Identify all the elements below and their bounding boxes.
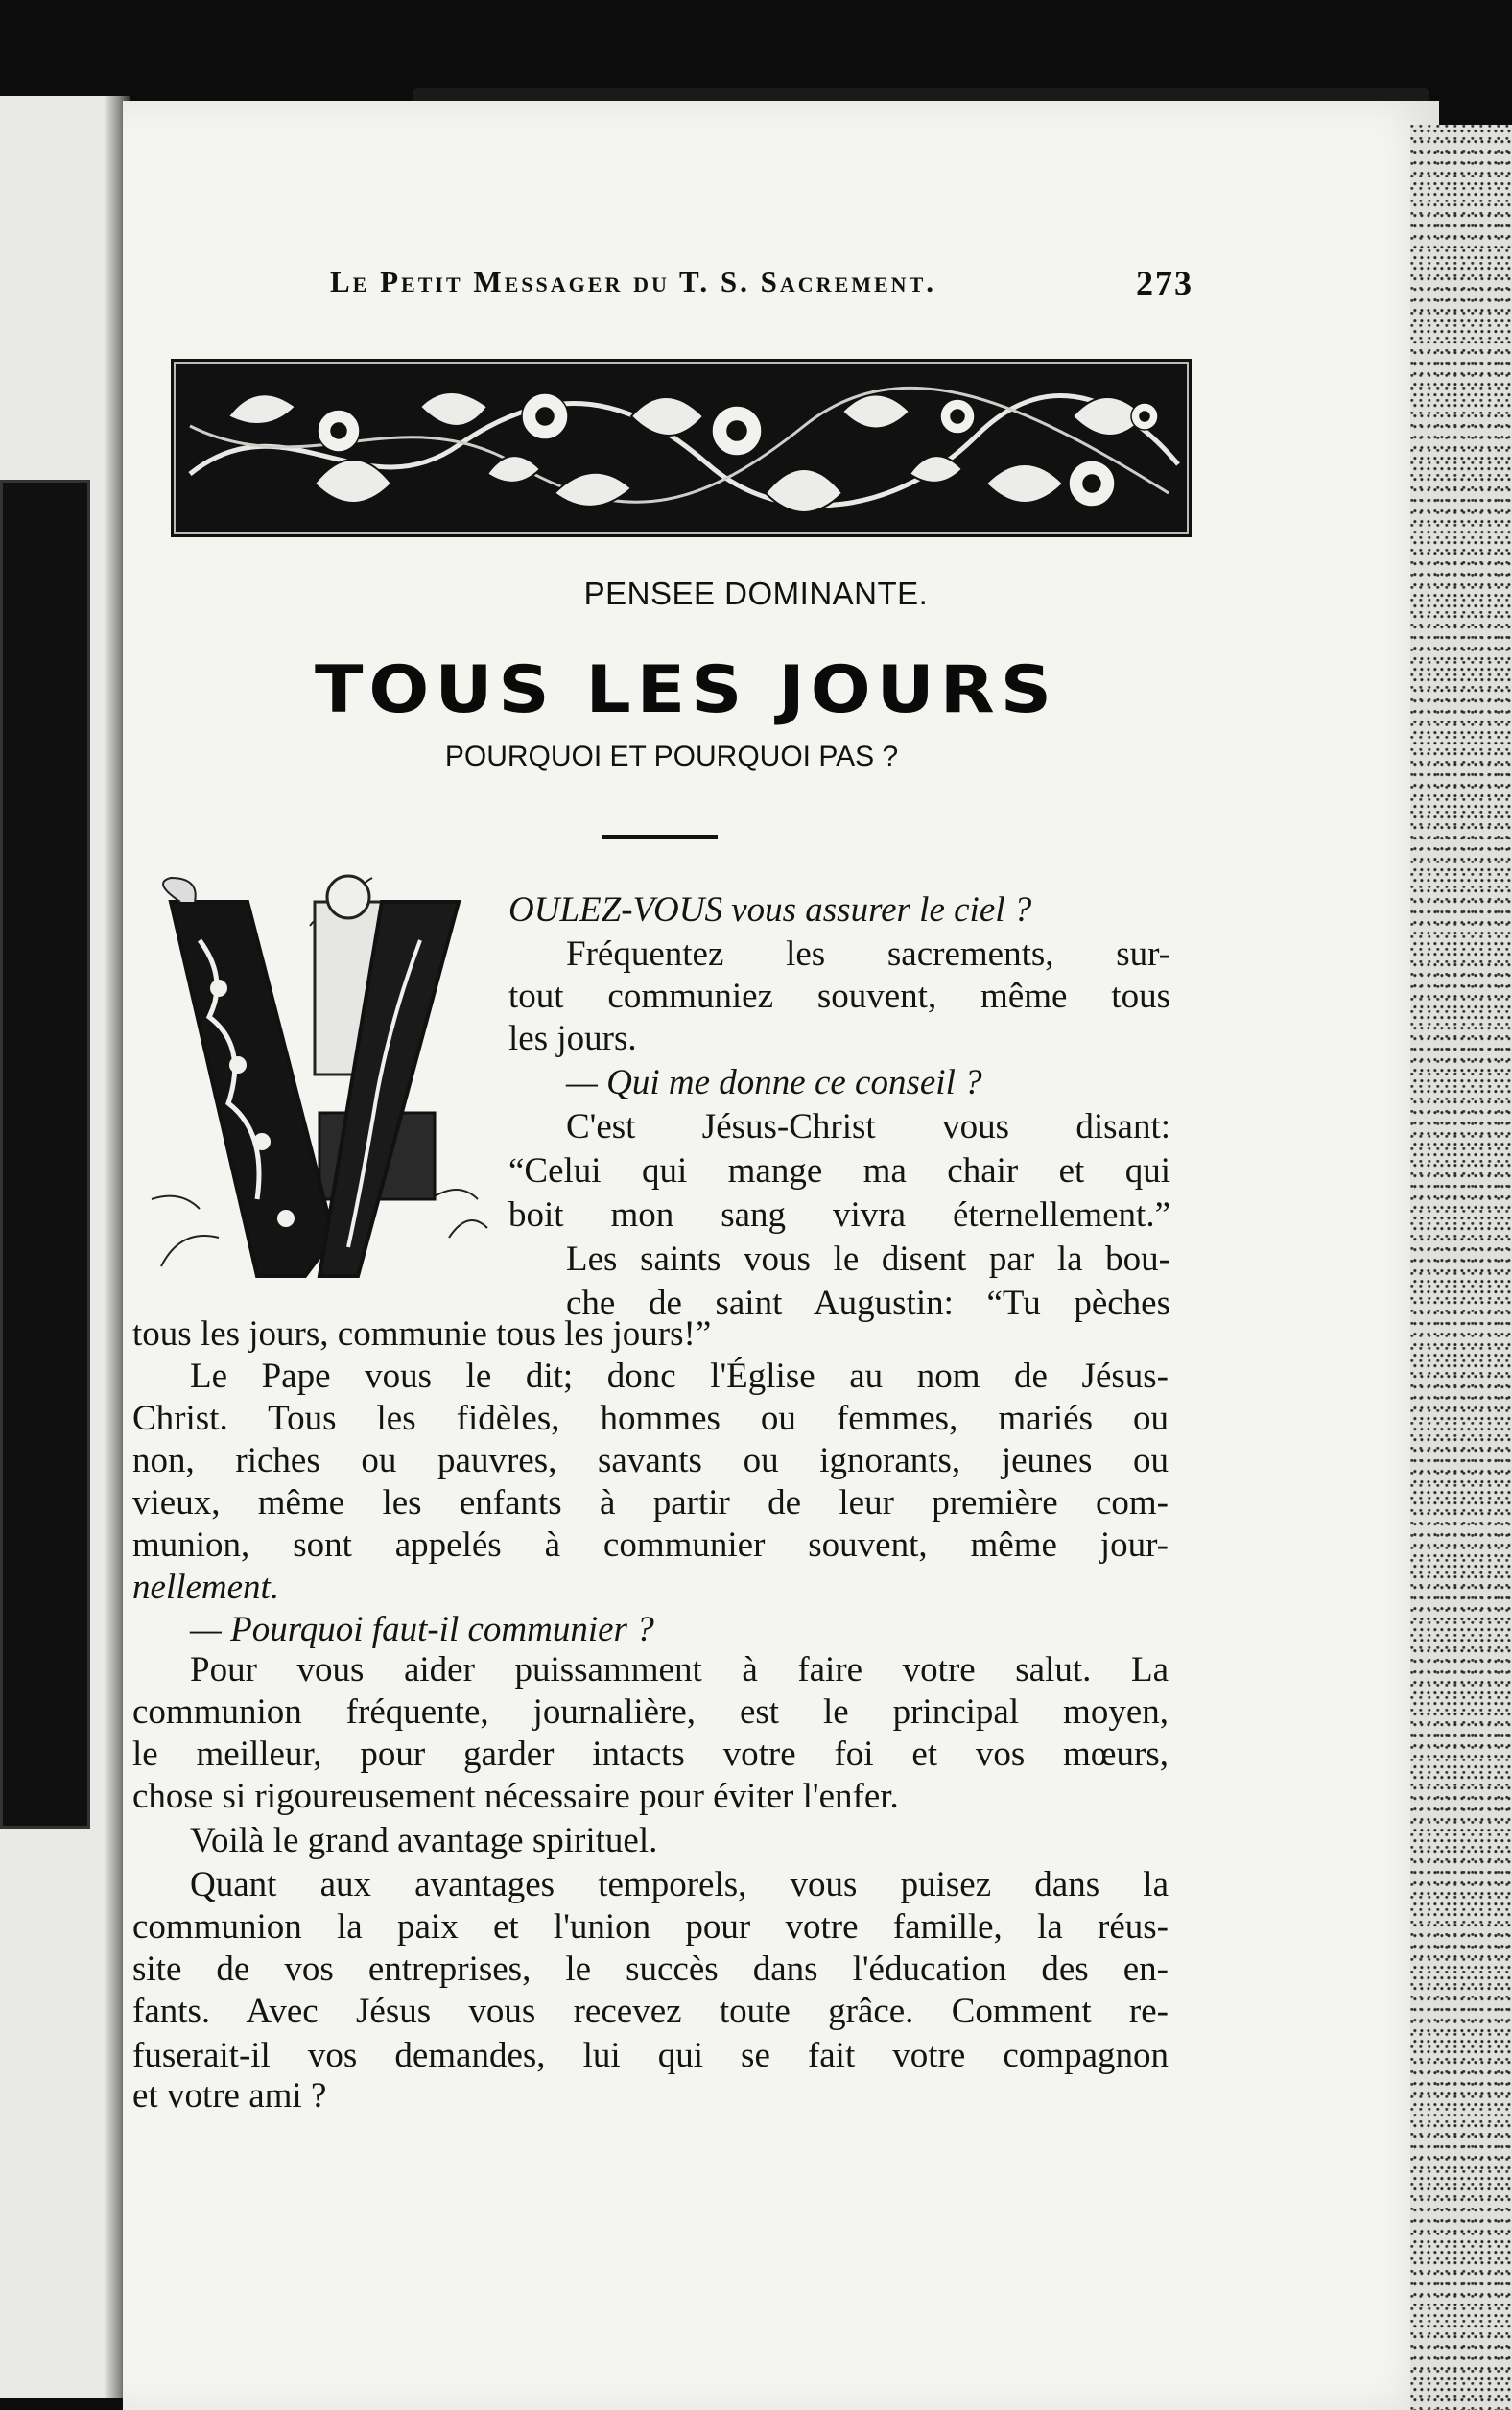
- text-line-15: vieux, même les enfants à partir de leur première com-: [132, 1483, 1169, 1523]
- text-line-27: fants. Avec Jésus vous recevez toute grâce. Comment re-: [132, 1992, 1169, 2031]
- text-line-12: Le Pape vous le dit; donc l'Église au nom de Jésus-: [190, 1357, 1169, 1396]
- article-kicker: PENSEE DOMINANTE.: [583, 576, 929, 611]
- text-line-22: chose si rigoureusement nécessaire pour éviter l'enfer.: [132, 1777, 899, 1816]
- text-line-16: munion, sont appelés à communier souvent, même jour-: [132, 1525, 1169, 1565]
- text-line-10: che de saint Augustin: “Tu pèches: [566, 1284, 1170, 1323]
- text-line-8: boit mon sang vivra éternellement.”: [508, 1195, 1170, 1235]
- text-line-9: Les saints vous le disent par la bou-: [566, 1240, 1170, 1279]
- text-line-26: site de vos entreprises, le succès dans l'éducation des en-: [132, 1949, 1169, 1989]
- text-line-1: OULEZ-VOUS vous assurer le ciel ?: [508, 890, 1032, 930]
- svg-text:V: V: [142, 873, 143, 874]
- text-line-25: communion la paix et l'union pour votre famille, la réus-: [132, 1907, 1169, 1947]
- running-title: Le Petit Messager du T. S. Sacrement.: [330, 265, 936, 298]
- text-line-11: tous les jours, communie tous les jours!”: [132, 1314, 712, 1354]
- text-line-7: “Celui qui mange ma chair et qui: [508, 1151, 1170, 1191]
- text-line-21: le meilleur, pour garder intacts votre foi et vos mœurs,: [132, 1735, 1169, 1774]
- text-line-14: non, riches ou pauvres, savants ou ignorants, jeunes ou: [132, 1441, 1169, 1480]
- illuminated-dropcap: [142, 873, 489, 1286]
- page-number: 273: [1136, 264, 1193, 302]
- text-line-18: — Pourquoi faut-il communier ?: [190, 1610, 654, 1649]
- text-line-13: Christ. Tous les fidèles, hommes ou femmes, mariés ou: [132, 1399, 1169, 1438]
- text-line-19: Pour vous aider puissamment à faire votre salut. La: [190, 1650, 1169, 1689]
- text-line-24: Quant aux avantages temporels, vous puisez dans la: [190, 1865, 1169, 1904]
- floral-ornament-band: [171, 359, 1192, 537]
- title-rule: [602, 835, 718, 839]
- text-line-23: Voilà le grand avantage spirituel.: [190, 1821, 658, 1860]
- text-line-2: Fréquentez les sacrements, sur-: [566, 934, 1170, 974]
- text-line-28: fuserait-il vos demandes, lui qui se fait votre compagnon: [132, 2036, 1169, 2075]
- running-header: [330, 265, 1289, 313]
- text-line-29: et votre ami ?: [132, 2076, 327, 2115]
- article-title: TOUS LES JOURS: [314, 651, 1058, 728]
- page-stack-edge: [1410, 125, 1512, 2410]
- article-subtitle: POURQUOI ET POURQUOI PAS ?: [444, 741, 899, 772]
- text-line-3: tout communiez souvent, même tous: [508, 977, 1170, 1016]
- text-line-20: communion fréquente, journalière, est le principal moyen,: [132, 1692, 1169, 1732]
- text-line-6: C'est Jésus-Christ vous disant:: [566, 1107, 1170, 1146]
- text-line-5: — Qui me donne ce conseil ?: [566, 1063, 982, 1102]
- text-line-17: nellement.: [132, 1568, 280, 1607]
- text-line-4: les jours.: [508, 1019, 637, 1058]
